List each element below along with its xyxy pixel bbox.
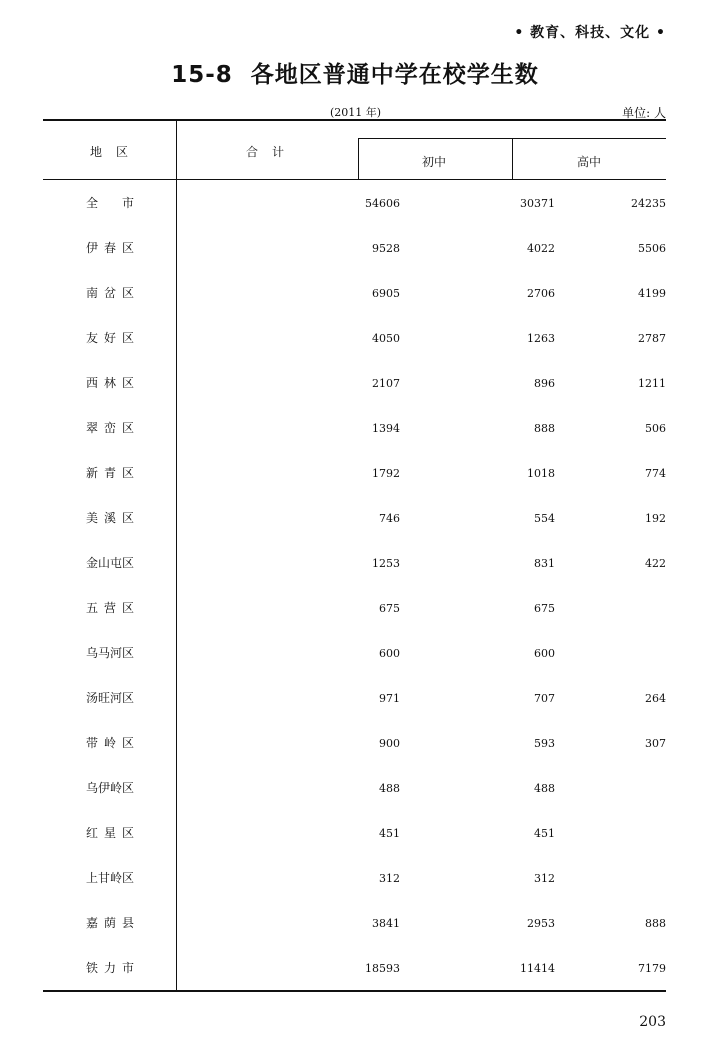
table-row [43,315,666,360]
row-senior-value: 7179 [638,962,666,975]
table-row [43,225,666,270]
row-total-value: 54606 [365,197,400,210]
row-senior-value: 5506 [638,242,666,255]
table-bottom-rule [43,990,666,992]
row-senior-value: 2787 [638,332,666,345]
row-region-name: 友好区 [86,331,134,345]
row-region-name: 红星区 [86,826,134,840]
table-row [43,720,666,765]
table-row [43,765,666,810]
row-region-name: 五营区 [86,601,134,615]
row-total-value: 4050 [372,332,400,345]
table-row [43,630,666,675]
header-junior: 初中 [422,155,447,169]
table-row [43,810,666,855]
row-junior-value: 896 [534,377,555,390]
row-senior-value: 192 [645,512,666,525]
table-title [0,56,710,89]
table-number: 15-8 [171,62,233,88]
row-junior-value: 675 [534,602,555,615]
row-region-name: 上甘岭区 [86,871,135,885]
row-junior-value: 600 [534,647,555,660]
row-senior-value: 774 [645,467,666,480]
row-junior-value: 488 [534,782,555,795]
row-junior-value: 11414 [520,962,555,975]
row-senior-value: 1211 [638,377,666,390]
table-top-rule [43,119,666,121]
row-region-name: 汤旺河区 [86,691,135,705]
row-junior-value: 888 [534,422,555,435]
table-row [43,900,666,945]
row-region-name: 金山屯区 [86,556,135,570]
row-total-value: 600 [379,647,400,660]
row-total-value: 6905 [372,287,400,300]
table-row [43,405,666,450]
subheader-divider [512,138,513,179]
page-number: 203 [639,1014,666,1030]
row-total-value: 900 [379,737,400,750]
table-row [43,270,666,315]
row-region-name: 嘉荫县 [86,916,134,930]
table-row [43,675,666,720]
row-junior-value: 312 [534,872,555,885]
row-junior-value: 831 [534,557,555,570]
row-junior-value: 2706 [527,287,555,300]
section-header: • 教育、科技、文化 • [514,25,666,41]
row-total-value: 3841 [372,917,400,930]
row-total-value: 971 [379,692,400,705]
row-junior-value: 4022 [527,242,555,255]
row-region-name: 乌伊岭区 [86,781,135,795]
row-region-name: 西林区 [86,376,134,390]
table-body [43,180,666,990]
row-total-value: 675 [379,602,400,615]
row-total-value: 746 [379,512,400,525]
row-senior-value: 264 [645,692,666,705]
row-total-value: 9528 [372,242,400,255]
table-row [43,495,666,540]
table-row [43,945,666,990]
table-row [43,360,666,405]
row-total-value: 312 [379,872,400,885]
row-region-name: 翠峦区 [86,421,134,435]
row-total-value: 1792 [372,467,400,480]
row-total-value: 488 [379,782,400,795]
row-region-name: 带岭区 [86,736,134,750]
row-senior-value: 307 [645,737,666,750]
row-junior-value: 2953 [527,917,555,930]
row-senior-value: 506 [645,422,666,435]
row-region-name: 南岔区 [86,286,134,300]
table-row [43,585,666,630]
row-total-value: 1394 [372,422,400,435]
row-region-name: 乌马河区 [86,646,135,660]
row-total-value: 2107 [372,377,400,390]
table-row [43,540,666,585]
row-total-value: 451 [379,827,400,840]
row-junior-value: 707 [534,692,555,705]
table-row [43,450,666,495]
table-row [43,180,666,225]
row-region-name: 全市 [86,196,134,210]
table-row [43,855,666,900]
title-text: 各地区普通中学在校学生数 [250,62,539,88]
row-total-value: 1253 [372,557,400,570]
row-region-name: 铁力市 [86,961,134,975]
row-junior-value: 554 [534,512,555,525]
row-junior-value: 30371 [520,197,555,210]
row-region-name: 伊春区 [86,241,134,255]
header-region: 地区 [90,145,143,159]
row-junior-value: 1263 [527,332,555,345]
header-total: 合计 [246,145,299,159]
row-region-name: 新青区 [86,466,134,480]
header-senior: 高中 [577,155,602,169]
year-label: (2011 年) [330,106,382,119]
row-junior-value: 593 [534,737,555,750]
row-senior-value: 422 [645,557,666,570]
row-junior-value: 451 [534,827,555,840]
row-senior-value: 4199 [638,287,666,300]
row-region-name: 美溪区 [86,511,134,525]
row-junior-value: 1018 [527,467,555,480]
unit-label: 单位: 人 [622,106,666,120]
row-total-value: 18593 [365,962,400,975]
row-senior-value: 888 [645,917,666,930]
row-senior-value: 24235 [631,197,666,210]
